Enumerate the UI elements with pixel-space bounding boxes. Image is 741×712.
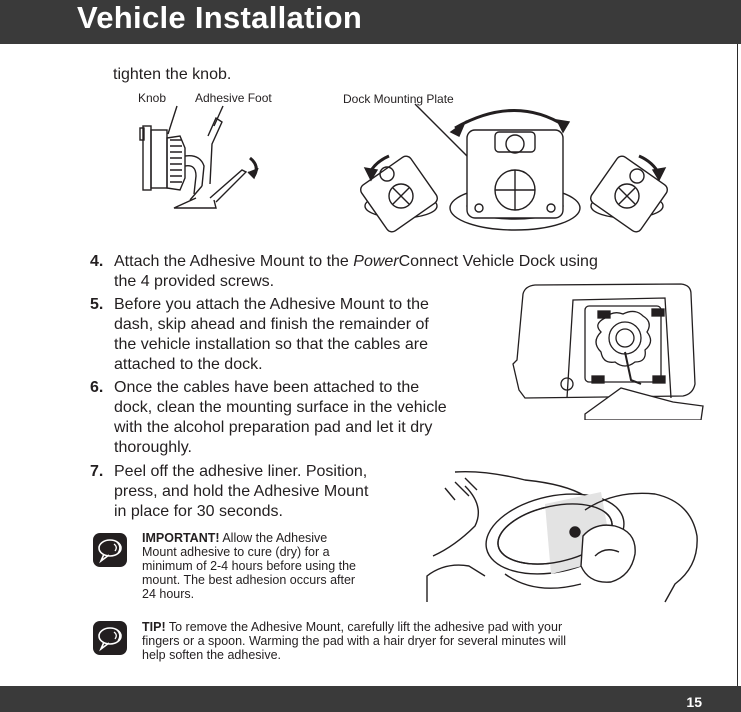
page-number: 15 bbox=[686, 694, 702, 710]
step-text-line: dash, skip ahead and finish the remainder of bbox=[114, 316, 429, 333]
important-text: 24 hours. bbox=[142, 587, 195, 601]
tip-text: help soften the adhesive. bbox=[142, 648, 281, 662]
brand-power: Power bbox=[353, 253, 399, 270]
step-text-line: in place for 30 seconds. bbox=[114, 503, 283, 520]
page-footer bbox=[0, 686, 741, 712]
step-text-line: Before you attach the Adhesive Mount to the bbox=[114, 296, 429, 313]
adhesive-mount-side-illustration bbox=[130, 100, 275, 220]
tip-text: To remove the Adhesive Mount, carefully lift the adhesive pad with your bbox=[165, 620, 563, 634]
step-text-line: press, and hold the Adhesive Mount bbox=[114, 483, 369, 500]
step-text bbox=[114, 295, 429, 375]
step-5 bbox=[90, 295, 510, 375]
peel-adhesive-liner-illustration bbox=[425, 466, 705, 604]
step-text bbox=[114, 378, 447, 458]
page-title: Vehicle Installation bbox=[77, 0, 363, 35]
adhesive-foot-label: Adhesive Foot bbox=[195, 91, 272, 105]
step-text-line: with the alcohol preparation pad and let it dry bbox=[114, 419, 433, 436]
step-text-line: attached to the dock. bbox=[114, 356, 263, 373]
important-note bbox=[142, 531, 422, 601]
step-number: 7. bbox=[90, 463, 104, 480]
step-number: 6. bbox=[90, 379, 104, 396]
step-text-segment: Connect Vehicle Dock using bbox=[398, 253, 598, 270]
page-header bbox=[0, 0, 741, 44]
step-6 bbox=[90, 378, 510, 458]
vehicle-dock-illustration bbox=[505, 280, 705, 420]
step-text-line: the 4 provided screws. bbox=[114, 273, 275, 290]
dock-mounting-plate-illustration bbox=[355, 100, 675, 240]
page-edge-rule bbox=[737, 44, 738, 686]
speech-bubble-icon bbox=[92, 620, 128, 656]
important-text: Allow the Adhesive bbox=[219, 531, 328, 545]
important-text: mount. The best adhesion occurs after bbox=[142, 573, 356, 587]
intro-text: tighten the knob. bbox=[113, 66, 232, 83]
step-number: 4. bbox=[90, 253, 104, 270]
important-text: minimum of 2-4 hours before using the bbox=[142, 559, 356, 573]
tip-text: fingers or a spoon. Warming the pad with a hair dryer for several minutes will bbox=[142, 634, 567, 648]
step-text-segment: Attach the Adhesive Mount to the bbox=[114, 253, 354, 270]
step-7 bbox=[90, 462, 420, 522]
step-text-line: Once the cables have been attached to the bbox=[114, 379, 420, 396]
step-number: 5. bbox=[90, 296, 104, 313]
speech-bubble-icon bbox=[92, 532, 128, 568]
step-text-line: the vehicle installation so that the cables are bbox=[114, 336, 428, 353]
important-label: IMPORTANT! bbox=[142, 531, 220, 545]
step-text bbox=[114, 462, 368, 522]
important-text: Mount adhesive to cure (dry) for a bbox=[142, 545, 330, 559]
step-text-line: thoroughly. bbox=[114, 439, 192, 456]
tip-note bbox=[142, 620, 722, 662]
step-text-line: Peel off the adhesive liner. Position, bbox=[114, 463, 368, 480]
dock-mounting-plate-label: Dock Mounting Plate bbox=[343, 92, 454, 106]
step-text-line: dock, clean the mounting surface in the vehicle bbox=[114, 399, 447, 416]
knob-label: Knob bbox=[138, 91, 167, 105]
tip-label: TIP! bbox=[142, 620, 166, 634]
